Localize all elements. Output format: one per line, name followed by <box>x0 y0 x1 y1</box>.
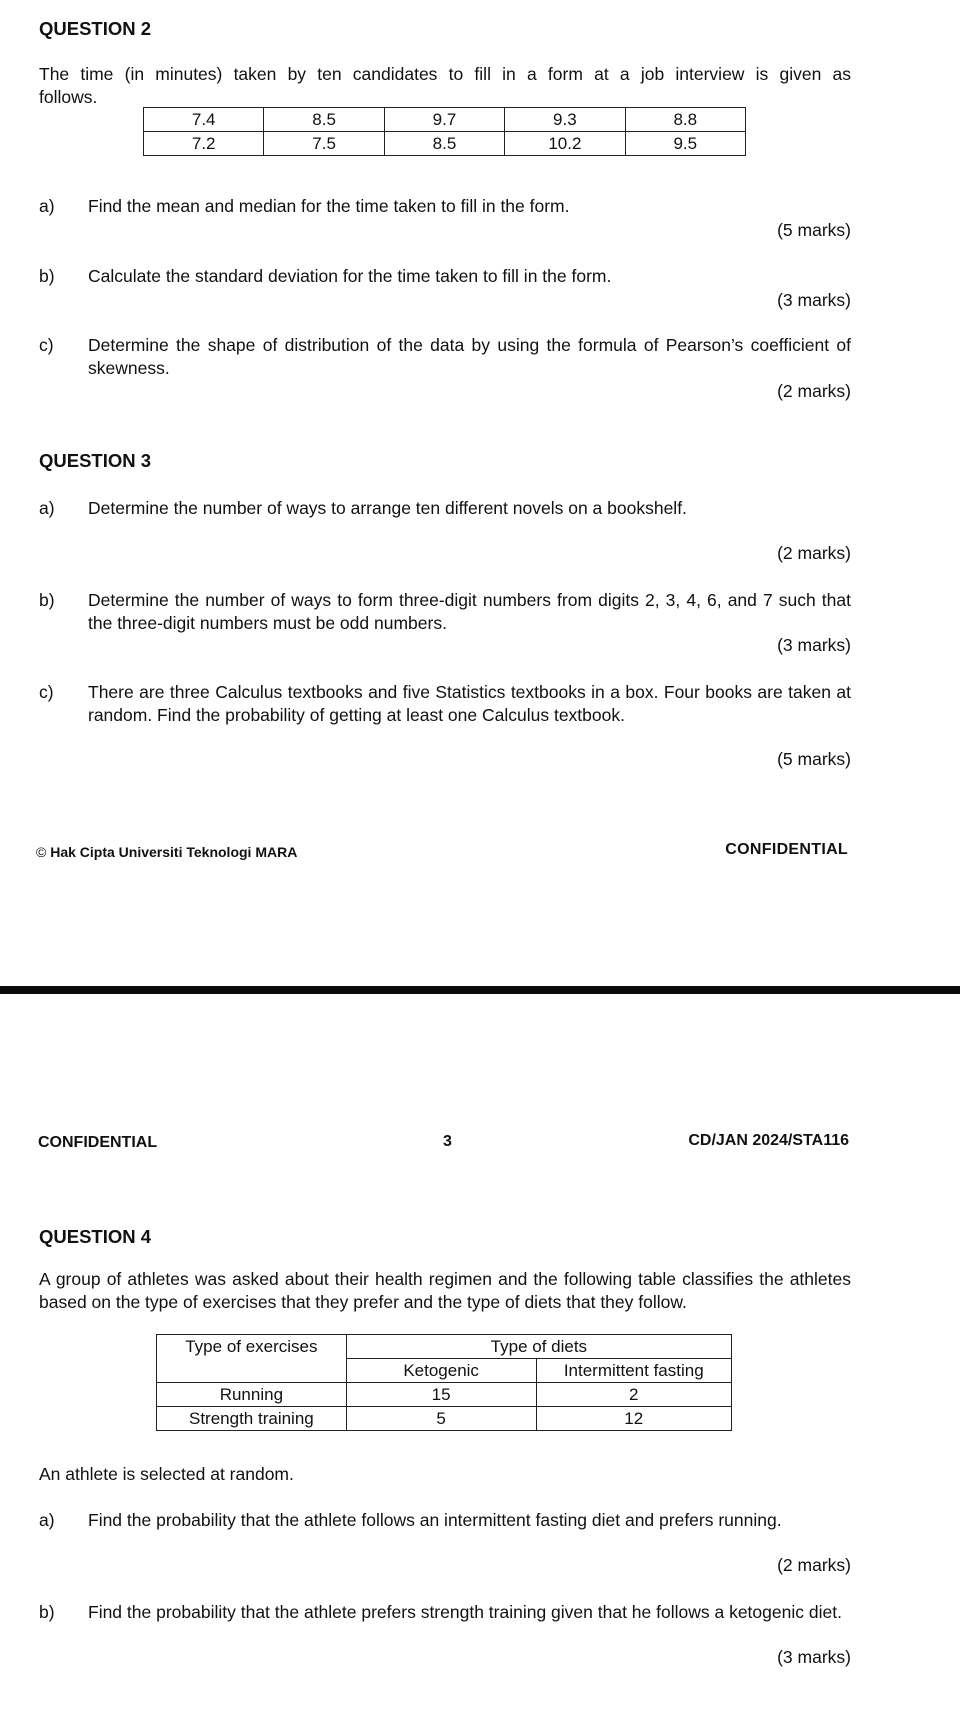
question-4a <box>39 1509 851 1532</box>
table-cell: 7.4 <box>144 108 264 132</box>
table-cell: 12 <box>536 1407 732 1431</box>
selection-text: An athlete is selected at random. <box>39 1464 294 1484</box>
item-label: a) <box>39 1510 55 1530</box>
item-label: b) <box>39 1602 55 1622</box>
question-2b <box>39 265 851 288</box>
exam-code: CD/JAN 2024/STA116 <box>688 1132 849 1149</box>
header-ketogenic: Ketogenic <box>346 1359 536 1383</box>
item-label: a) <box>39 498 55 518</box>
question-2-intro-line2: follows. <box>39 86 98 107</box>
table-cell: 8.5 <box>264 108 384 132</box>
table-cell: 5 <box>346 1407 536 1431</box>
question-3-heading: QUESTION 3 <box>39 450 152 471</box>
question-2-heading: QUESTION 2 <box>39 18 152 39</box>
table-row <box>144 132 746 156</box>
question-2-intro-line1: The time (in minutes) taken by ten candidates to fill in a form at a job interview is given as <box>39 64 851 84</box>
item-label: c) <box>39 682 54 702</box>
header-intermittent: Intermittent fasting <box>536 1359 732 1383</box>
question-3c-marks: (5 marks) <box>777 749 851 769</box>
header-diets: Type of diets <box>346 1335 731 1359</box>
question-4a-marks: (2 marks) <box>777 1555 851 1575</box>
footer-confidential: CONFIDENTIAL <box>725 841 848 858</box>
table-row <box>157 1383 732 1407</box>
header-exercise: Type of exercises <box>157 1335 347 1383</box>
question-2c <box>39 334 851 380</box>
table-cell: 15 <box>346 1383 536 1407</box>
page-number: 3 <box>443 1133 452 1150</box>
question-3a <box>39 497 851 520</box>
table-cell: 10.2 <box>505 132 625 156</box>
question-3c <box>39 681 851 727</box>
question-2a-marks: (5 marks) <box>777 220 851 240</box>
copyright-text: Hak Cipta Universiti Teknologi MARA <box>50 844 298 860</box>
row-label: Strength training <box>157 1407 347 1431</box>
question-2a <box>39 195 851 218</box>
question-4-heading: QUESTION 4 <box>39 1226 152 1247</box>
table-row <box>144 108 746 132</box>
question-4b <box>39 1601 851 1624</box>
item-text: There are three Calculus textbooks and five Statistics textbooks in a box. Four books are taken at random. Find the probability of getting at least one Calculus textbook. <box>88 682 851 725</box>
table-cell: 8.5 <box>384 132 504 156</box>
table-cell: 8.8 <box>625 108 745 132</box>
question-2c-marks: (2 marks) <box>777 381 851 401</box>
question-3b <box>39 589 851 635</box>
question-4-intro: A group of athletes was asked about their health regimen and the following table classifies the athletes based on the type of exercises that they prefer and the type of diets that they follow. <box>39 1269 851 1312</box>
item-label: c) <box>39 335 54 355</box>
item-text: Determine the number of ways to arrange ten different novels on a bookshelf. <box>88 498 687 518</box>
table-cell: 7.2 <box>144 132 264 156</box>
question-3a-marks: (2 marks) <box>777 543 851 563</box>
item-text: Determine the number of ways to form three-digit numbers from digits 2, 3, 4, 6, and 7 such that the three-digit numbers must be odd numbers. <box>88 590 851 633</box>
copyright-symbol: © <box>36 844 47 860</box>
item-text: Find the probability that the athlete prefers strength training given that he follows a ketogenic diet. <box>88 1602 842 1622</box>
time-data-table <box>143 107 746 156</box>
table-cell: 9.5 <box>625 132 745 156</box>
item-text: Find the mean and median for the time taken to fill in the form. <box>88 196 570 216</box>
question-2-intro <box>39 63 851 109</box>
question-2b-marks: (3 marks) <box>777 290 851 310</box>
item-label: b) <box>39 590 55 610</box>
page-divider <box>0 986 960 994</box>
item-label: a) <box>39 196 55 216</box>
copyright-notice <box>36 843 297 861</box>
item-text: Determine the shape of distribution of the data by using the formula of Pearson’s coefficient of skewness. <box>88 335 851 378</box>
question-3b-marks: (3 marks) <box>777 635 851 655</box>
item-label: b) <box>39 266 55 286</box>
question-4b-marks: (3 marks) <box>777 1647 851 1667</box>
table-cell: 2 <box>536 1383 732 1407</box>
item-text: Find the probability that the athlete follows an intermittent fasting diet and prefers running. <box>88 1510 782 1530</box>
table-cell: 7.5 <box>264 132 384 156</box>
table-cell: 9.3 <box>505 108 625 132</box>
header-confidential: CONFIDENTIAL <box>38 1134 158 1151</box>
table-row <box>157 1335 732 1359</box>
row-label: Running <box>157 1383 347 1407</box>
athlete-table <box>156 1334 732 1431</box>
table-cell: 9.7 <box>384 108 504 132</box>
item-text: Calculate the standard deviation for the time taken to fill in the form. <box>88 266 612 286</box>
table-row <box>157 1407 732 1431</box>
